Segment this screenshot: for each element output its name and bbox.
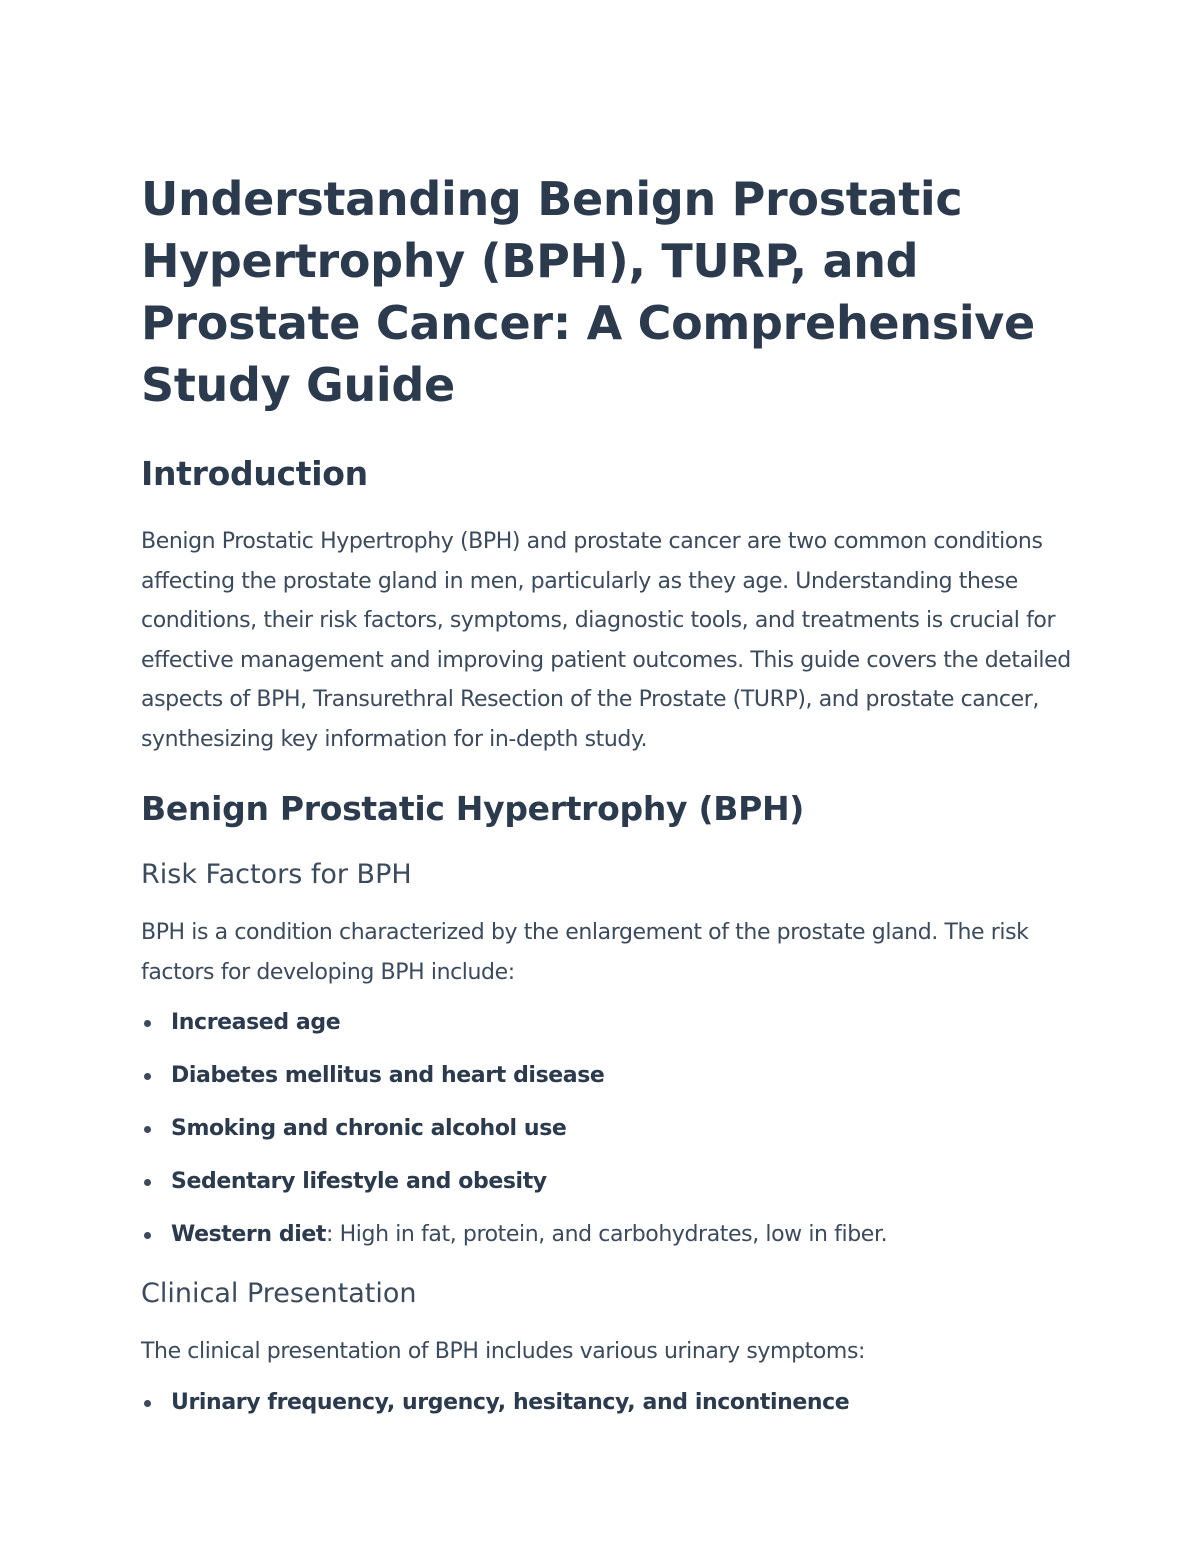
list-item-bold: Urinary frequency, urgency, hesitancy, and incontinence [171,1389,850,1415]
introduction-heading: Introduction [141,454,368,493]
list-item [141,1061,1071,1091]
list-item-bold: Western diet [171,1222,327,1247]
clinical-presentation-heading: Clinical Presentation [141,1278,417,1309]
bullet-icon [144,1020,151,1027]
introduction-paragraph: Benign Prostatic Hypertrophy (BPH) and prostate cancer are two common conditions affecting the prostate gland in men, particularly as they age. Understanding these conditions, their risk factors, symptoms, diagnostic tools, and treatments is crucial for effective management and improving patient outcomes. This guide covers the detailed aspects of BPH, Transurethral Resection of the Prostate (TURP), and prostate cancer, synthesizing key information for in-depth study. [141,529,1071,752]
bullet-icon [144,1400,151,1407]
list-item [141,1220,1071,1250]
bullet-icon [144,1073,151,1080]
list-item-bold: Smoking and chronic alcohol use [171,1116,567,1141]
bullet-icon [144,1232,151,1239]
list-item-bold: Increased age [171,1010,341,1035]
clinical-presentation-list [141,1388,1071,1418]
risk-factors-heading: Risk Factors for BPH [141,859,412,890]
list-item [141,1008,1071,1038]
bullet-icon [144,1179,151,1186]
bph-heading: Benign Prostatic Hypertrophy (BPH) [141,789,805,828]
document-page [141,168,1071,1441]
list-item [141,1388,1071,1418]
bullet-icon [144,1126,151,1133]
risk-factors-list [141,1008,1071,1250]
list-item-text: : High in fat, protein, and carbohydrates, low in fiber. [326,1222,888,1247]
list-item [141,1114,1071,1144]
list-item-bold: Sedentary lifestyle and obesity [171,1169,547,1194]
list-item [141,1167,1071,1197]
clinical-presentation-paragraph: The clinical presentation of BPH includes various urinary symptoms: [141,1339,866,1364]
list-item-bold: Diabetes mellitus and heart disease [171,1063,605,1088]
document-title: Understanding Benign Prostatic Hypertrophy (BPH), TURP, and Prostate Cancer: A Comprehensive Study Guide [141,172,1035,412]
risk-factors-paragraph: BPH is a condition characterized by the enlargement of the prostate gland. The risk factors for developing BPH include: [141,920,1029,985]
